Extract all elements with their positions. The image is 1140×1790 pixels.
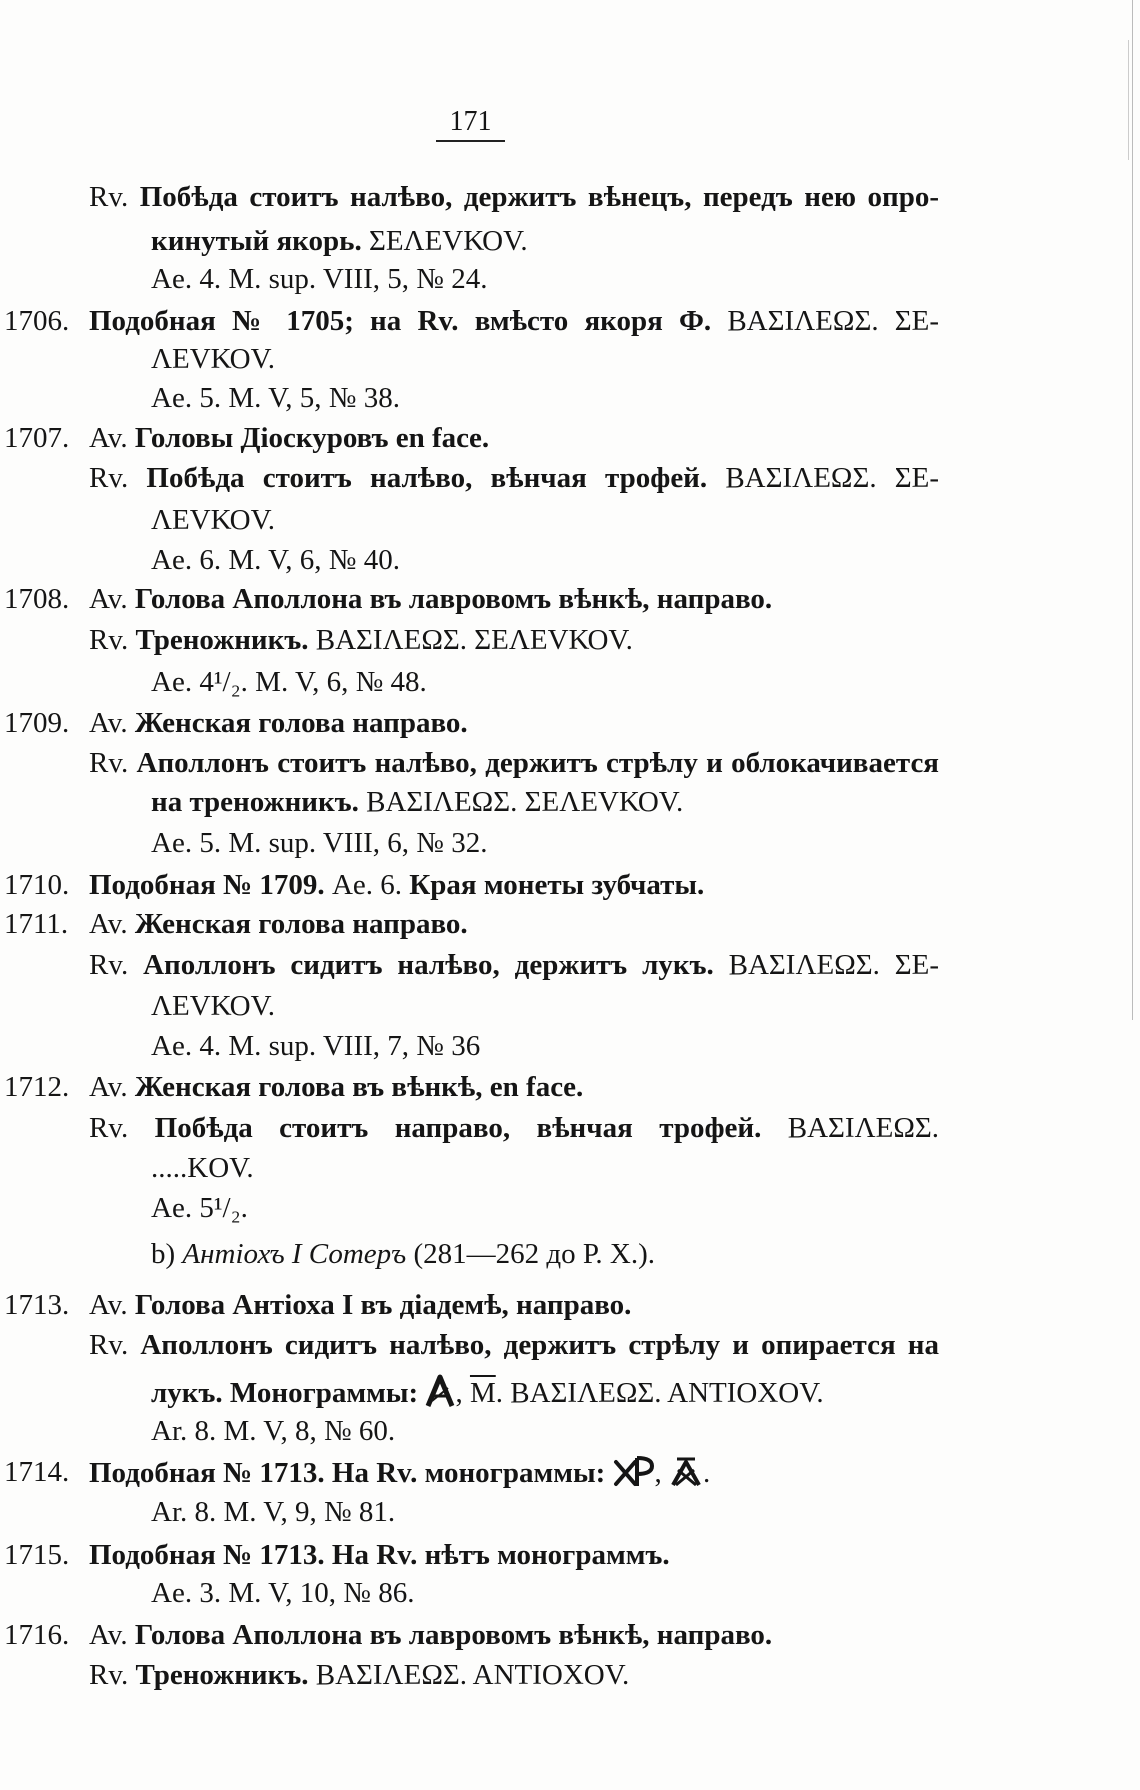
legend-text: ΒΑΣΙΛΕΩΣ. ΣΕΛΕVΚΟV. (315, 624, 633, 656)
description-text: на треножникъ. (151, 786, 359, 818)
description-text: Подобная № 1713. На Rv. нѣтъ монограммъ. (89, 1539, 670, 1571)
line-text (89, 581, 772, 617)
line-text (151, 1374, 824, 1411)
legend-text: ΒΑΣΙΛΕΩΣ. (787, 1112, 940, 1144)
section-letter: b) (151, 1238, 176, 1270)
reference-text: Ae. 5. M. V, 5, № 38. (151, 382, 400, 414)
legend-text: ΛΕVΚΟV. (151, 990, 276, 1022)
legend-text: ΒΑΣΙΛΕΩΣ. ΣΕ- (725, 462, 940, 494)
line-text (151, 784, 683, 820)
side-label: Rv. (89, 1329, 129, 1361)
description-text: Подобная № 1705; на Rv. вмѣсто якоря Ф. (89, 305, 712, 337)
catalog-line (0, 1374, 1140, 1410)
scan-edge-line (1128, 40, 1129, 160)
side-label: Rv. (89, 1659, 129, 1691)
description-text: Голова Аполлона въ лавровомъ вѣнкѣ, направо. (134, 1619, 773, 1651)
catalog-line (0, 906, 1140, 942)
description-text: Треножникъ. (135, 624, 309, 656)
reference-text: Ae. 5. M. sup. VIII, 6, № 32. (151, 827, 488, 859)
legend-text: ΛΕVΚΟV. (151, 343, 276, 375)
catalog-line (0, 303, 1140, 339)
entry-number: 1716. (4, 1619, 70, 1651)
description-text: Аполлонъ сидитъ налѣво, держитъ лукъ. (143, 949, 714, 981)
side-label: Rv. (89, 181, 129, 213)
side-label: Av. (89, 908, 128, 940)
line-text (89, 303, 939, 339)
legend-text: ΒΑΣΙΛΕΩΣ. ΣΕ- (727, 305, 940, 337)
description-text: Подобная № 1709. (89, 869, 325, 901)
section-title: Антіохъ I Сотеръ (182, 1238, 407, 1270)
entry-number: 1706. (4, 305, 70, 337)
reference-text: Ae. 6. (331, 869, 403, 901)
description-text: Женская голова въ вѣнкѣ, en face. (134, 1071, 584, 1103)
catalog-line (0, 1028, 1140, 1064)
line-text (89, 1657, 629, 1693)
side-label: Rv. (89, 462, 129, 494)
line-text (89, 947, 939, 983)
legend-text: ΒΑΣΙΛΕΩΣ. ΣΕ- (728, 949, 940, 981)
catalog-line (0, 745, 1140, 781)
catalog-line (0, 622, 1140, 658)
legend-text: . ΒΑΣΙΛΕΩΣ. ΑΝΤΙΟΧΟV. (495, 1377, 824, 1409)
catalog-line (0, 947, 1140, 983)
line-text (89, 1454, 710, 1491)
side-label: Av. (89, 1071, 128, 1103)
entry-number: 1710. (4, 869, 70, 901)
entry-number: 1712. (4, 1071, 70, 1103)
reference-text: Ae. 6. M. V, 6, № 40. (151, 544, 400, 576)
catalog-line (0, 664, 1140, 700)
description-text: Края монеты зубчаты. (409, 869, 705, 901)
reference-text: Ar. 8. M. V, 9, № 81. (151, 1496, 396, 1528)
line-text (89, 622, 633, 658)
catalog-line (0, 1454, 1140, 1490)
legend-text: ΒΑΣΙΛΕΩΣ. ΣΕΛΕVΚΟV. (366, 786, 684, 818)
legend-text: ΛΕVΚΟV. (151, 504, 276, 536)
reference-text: Ae. 4. M. sup. VIII, 7, № 36 (151, 1030, 481, 1062)
line-text (89, 1110, 939, 1146)
catalog-line (0, 867, 1140, 903)
side-label: Rv. (89, 624, 129, 656)
monogram-alpha-icon (425, 1374, 455, 1408)
side-label: Av. (89, 707, 128, 739)
line-text (89, 460, 939, 496)
entry-number: 1714. (4, 1456, 70, 1488)
reference-text: Ae. 3. M. V, 10, № 86. (151, 1577, 415, 1609)
entry-number: 1707. (4, 422, 70, 454)
description-text: Голова Антіоха I въ діадемѣ, направо. (134, 1289, 632, 1321)
catalog-line (0, 825, 1140, 861)
side-label: Av. (89, 1289, 128, 1321)
catalog-line (0, 1150, 1140, 1186)
reference-text: Ae. 4. M. sup. VIII, 5, № 24. (151, 263, 488, 295)
entry-number: 1709. (4, 707, 70, 739)
separator: , (654, 1457, 662, 1489)
catalog-line (0, 341, 1140, 377)
legend-text: ΣΕΛΕVΚΟV. (368, 225, 528, 257)
line-text (89, 745, 939, 781)
side-label: Av. (89, 583, 128, 615)
line-text (89, 1617, 772, 1653)
entry-number: 1713. (4, 1289, 70, 1321)
line-text (89, 420, 489, 456)
catalog-line (0, 988, 1140, 1024)
line-text (89, 1069, 583, 1105)
catalog-line (0, 1537, 1140, 1573)
line-end: . (703, 1457, 711, 1489)
monogram-alpha-triangle-icon (669, 1454, 703, 1488)
legend-text: .....KOV. (151, 1152, 254, 1184)
catalog-line (0, 705, 1140, 741)
reference-text: Ar. 8. M. V, 8, № 60. (151, 1415, 396, 1447)
description-text: кинутый якорь. (151, 225, 362, 257)
entry-number: 1711. (4, 908, 69, 940)
legend-text: ΒΑΣΙΛΕΩΣ. ΑΝΤΙΟΧΟV. (315, 1659, 630, 1691)
description-text: Аполлонъ стоитъ налѣво, держитъ стрѣлу и облокачивается (136, 747, 939, 779)
catalog-line (0, 1190, 1140, 1226)
catalog-line (0, 1494, 1140, 1530)
page-number: 171 (436, 104, 505, 142)
catalog-line (0, 1617, 1140, 1653)
catalog-line (0, 502, 1140, 538)
line-text (89, 906, 468, 942)
description-text: Женская голова направо. (134, 707, 468, 739)
monogram-chi-rho-icon (613, 1454, 655, 1488)
line-text (89, 705, 468, 741)
line-text (151, 223, 528, 259)
catalog-line (0, 542, 1140, 578)
catalog-line (0, 581, 1140, 617)
side-label: Rv. (89, 949, 129, 981)
reference-text: Ae. 5¹/₂. (151, 1192, 248, 1224)
catalog-line (0, 380, 1140, 416)
line-text (89, 1537, 670, 1573)
catalog-line (0, 261, 1140, 297)
entry-number: 1715. (4, 1539, 70, 1571)
catalog-line (0, 1575, 1140, 1611)
line-text (89, 1287, 631, 1323)
description-text: лукъ. Монограммы: (151, 1377, 419, 1409)
description-text: Головы Діоскуровъ en face. (134, 422, 490, 454)
catalog-line (0, 1069, 1140, 1105)
description-text: Женская голова направо. (134, 908, 468, 940)
entry-number: 1708. (4, 583, 70, 615)
line-text (151, 1236, 655, 1272)
line-text (89, 867, 704, 903)
description-text: Треножникъ. (135, 1659, 309, 1691)
side-label: Av. (89, 422, 128, 454)
catalog-line (0, 1327, 1140, 1363)
side-label: Rv. (89, 1112, 129, 1144)
catalog-line (0, 1657, 1140, 1693)
description-text: Голова Аполлона въ лавровомъ вѣнкѣ, направо. (134, 583, 773, 615)
separator: , (455, 1377, 463, 1409)
catalog-line (0, 223, 1140, 259)
side-label: Rv. (89, 747, 129, 779)
catalog-line (0, 460, 1140, 496)
description-text: Побѣда стоитъ налѣво, вѣнчая трофей. (146, 462, 708, 494)
description-text: Побѣда стоитъ налѣво, держитъ вѣнецъ, передъ нею опро- (139, 181, 939, 213)
catalog-line (0, 179, 1140, 215)
line-text (89, 179, 939, 215)
description-text: Аполлонъ сидитъ налѣво, держитъ стрѣлу и опирается на (140, 1329, 940, 1361)
description-text: Побѣда стоитъ направо, вѣнчая трофей. (154, 1112, 762, 1144)
section-heading (0, 1236, 1140, 1272)
monogram-letter: $\overline{M}$ (469, 1377, 496, 1409)
reference-text: Ae. 4¹/₂. M. V, 6, № 48. (151, 666, 427, 698)
catalog-line (0, 1287, 1140, 1323)
side-label: Av. (89, 1619, 128, 1651)
catalog-line (0, 1413, 1140, 1449)
description-text: Подобная № 1713. На Rv. монограммы: (89, 1457, 606, 1489)
section-dates: (281—262 до Р. Х.). (413, 1238, 655, 1270)
catalog-line (0, 784, 1140, 820)
catalog-line (0, 1110, 1140, 1146)
catalog-line (0, 420, 1140, 456)
line-text (89, 1327, 939, 1363)
